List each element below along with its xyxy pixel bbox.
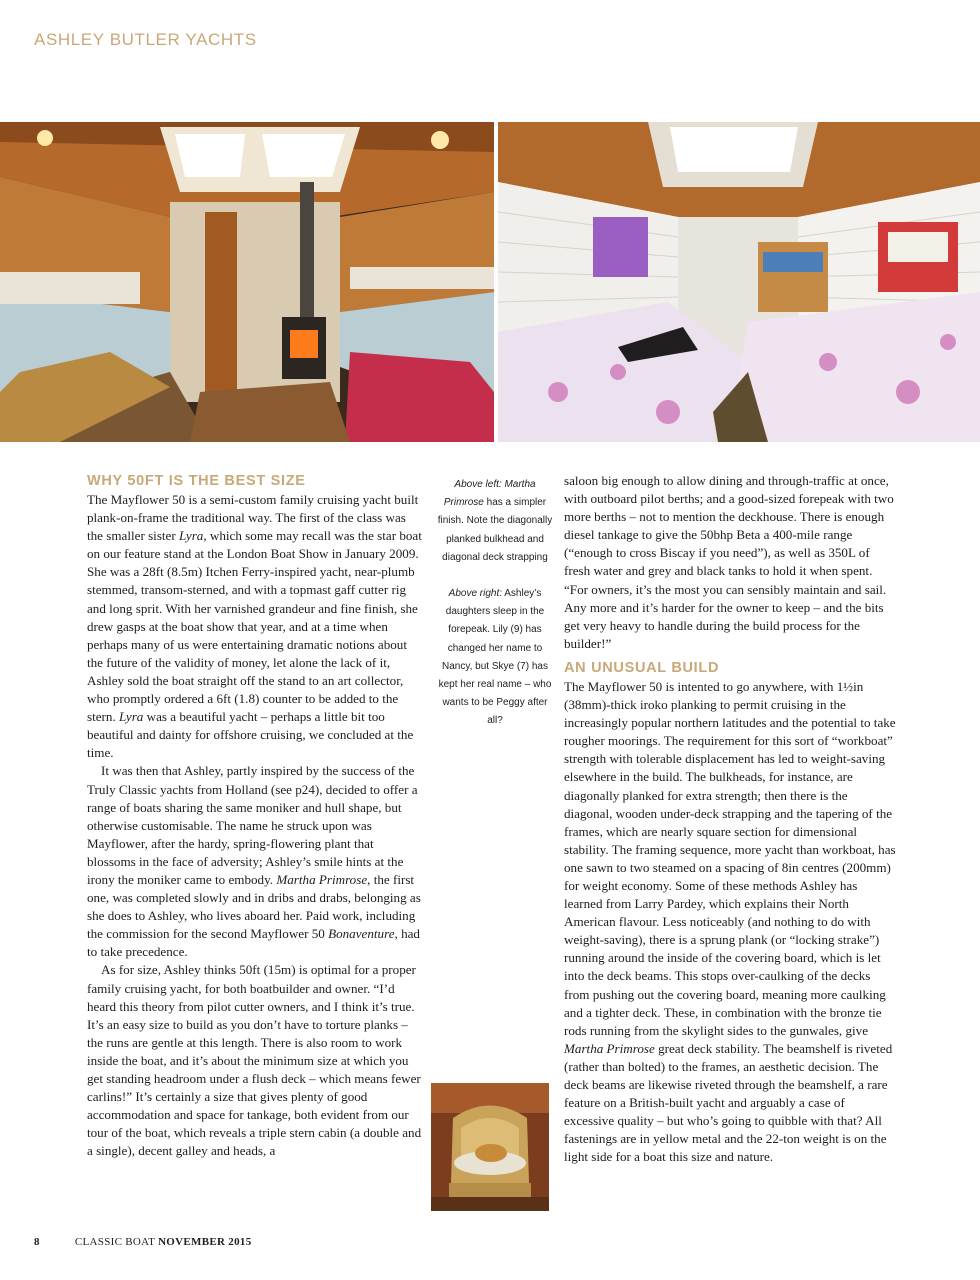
left-column (87, 472, 422, 1160)
wicker-chair-photo (431, 1083, 549, 1211)
paragraph: It was then that Ashley, partly inspired by the success of the Truly Classic yachts from Holland (see p24), decided to offer a range of boats sharing the same moniker and hull shape, but otherwise customisable. The name he struck upon was Mayflower, after the hardy, spring-flowering plant that blossoms in the face of adversity; Ashley’s smile hints at the irony the moniker came to embody. Martha Primrose, the first one, was completed slowly and in dribs and drabs, belonging as she does to Ashley, who lives aboard her. Paid work, including the commission for the second Mayflower 50 Bonaventure, had to take precedence. (87, 763, 421, 960)
heading-best-size: WHY 50FT IS THE BEST SIZE (87, 473, 306, 489)
paragraph: The Mayflower 50 is intented to go anywhere, with 1½in (38mm)-thick iroko planking to permit cruising in the increasingly popular northern latitudes and the potential to take rougher moorings. The requirement for this sort of “workboat” strength with tolerable displacement has led to weight-saving elsewhere in the build. The bulkheads, for instance, are diagonally planked for extra strength; then there is the diagonal, wooden under-deck strapping and the tapering of the frames, which are nearly square section for dimensional stability. The framing sequence, more yacht than workboat, has one sawn to two steamed on a spacing of 8in centres (200mm) for weight economy. Some of these methods Ashley has learned from Larry Pardey, which explains their North American flavour. Less noticeably (and nothing to do with weight-saving), there is a sprung plank (or “locking strake”) running around the inside of the covering board, which is let into the deck beams. This stops over-caulking of the decks from pushing out the covering board, meaning more caulking and a tighter deck. These, in combination with the bronze tie rods running from the skylight sides to the gunwales, give Martha Primrose great deck stability. The beamshelf is riveted (rather than bolted) to the frames, an aesthetic decision. The deck beams are likewise riveted through the beamshelf, a rare feature on a British-built yacht and arguably a case of excessive quality – but who’s going to quibble with that? All fastenings are in yellow metal and the 22-ton weight is on the light side for a boat this size and nature. (564, 678, 896, 1165)
section-title: ASHLEY BUTLER YACHTS (34, 30, 257, 49)
paragraph: As for size, Ashley thinks 50ft (15m) is optimal for a proper family cruising yacht, for both boatbuilder and owner. “I’d heard this theory from pilot cutter owners, and I think it’s true. It’s an easy size to build as you don’t have to torture planks – the runs are gentle at this length. There is also room to work inside the boat, and it’s about the minimum size at which you get standing headroom under a flush deck – which means fewer carlins!” It’s certainly a size that gives plenty of good accommodation and space for tankage, both evident from our tour of the boat, which reveals a triple stern cabin (a double and a single), decent galley and heads, a (87, 962, 422, 1159)
page-footer (34, 1236, 252, 1248)
saloon-photo (0, 122, 494, 442)
heading-unusual-build: AN UNUSUAL BUILD (564, 659, 720, 676)
issue-date: NOVEMBER 2015 (158, 1236, 252, 1248)
paragraph: saloon big enough to allow dining and through-traffic at once, with outboard pilot berths; and a good-sized forepeak with two more berths – not to mention the deckhouse. There is enough diesel tankage to give the 50bhp Beta a 400-mile range (“enough to cross Biscay if you need”), as well as 350L of fresh water and grey and black tanks to hold it when spent. “For owners, it’s the most you can sensibly maintain and sail. Any more and it’s harder for the owner to keep – and the bits get very heavy to handle during the build process for the builder!” (564, 473, 894, 651)
photo-captions (436, 476, 554, 731)
caption-right: Above right: Ashley’s daughters sleep in the forepeak. Lily (9) has changed her name to Nancy, but Skye (7) has kept her real name – who wants to be Peggy after all? (438, 588, 552, 727)
caption-left: Above left: Martha Primrose has a simpler finish. Note the diagonally planked bulkhead and diagonal deck strapping (437, 479, 553, 563)
right-column (564, 472, 898, 1166)
forepeak-photo (498, 122, 980, 442)
paragraph: The Mayflower 50 is a semi-custom family cruising yacht built plank-on-frame the traditional way. The first of the class was the smaller sister Lyra, which some may recall was the star boat on our feature stand at the London Boat Show in January 2009. She was a 28ft (8.5m) Itchen Ferry-inspired yacht, near-plumb stemmed, transom-sterned, and with a topmast gaff cutter rig and long sprit. With her varnished grandeur and fine finish, she drew gasps at the boat show that year, and at a time when perhaps many of us were entertaining dramatic notions about the future of the validity of money, let alone the lack of it, Ashley sold the boat straight off the stand to an art collector, who promptly ordered a 6ft (1.8) counter to be added to the stern. Lyra was a beautiful yacht – perhaps a little bit too beautiful and dainty for offshore cruising, we concluded at the time. (87, 492, 422, 761)
magazine-name: CLASSIC BOAT (74, 1236, 155, 1248)
page-number: 8 (34, 1236, 40, 1248)
